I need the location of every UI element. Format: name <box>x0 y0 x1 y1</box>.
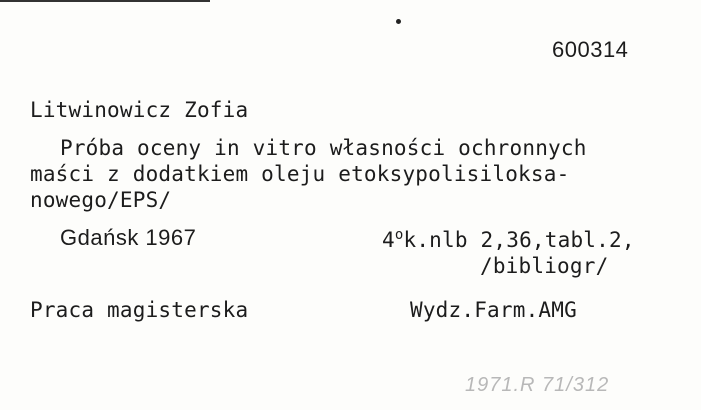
title-line-1: Próba oceny in vitro własności ochronnych <box>60 136 587 160</box>
inventory-stamp: 1971.R 71/312 <box>465 374 610 396</box>
format-superscript: o <box>394 227 404 243</box>
faculty: Wydz.Farm.AMG <box>410 298 577 322</box>
title-line-2: maści z dodatkiem oleju etoksypolisiloksa- <box>30 162 570 186</box>
author-name: Litwinowicz Zofia <box>30 98 249 122</box>
top-border-line <box>0 0 210 2</box>
place-year: Gdańsk 1967 <box>60 225 197 250</box>
title-line-3: nowego/EPS/ <box>30 188 172 212</box>
thesis-type: Praca magisterska <box>30 298 249 322</box>
format-prefix: 4 <box>382 228 395 252</box>
format-collation <box>382 228 635 252</box>
format-rest: k.nlb 2,36,tabl.2, <box>403 228 635 252</box>
bibliography-note: /bibliogr/ <box>480 254 609 278</box>
catalog-number: 600314 <box>552 37 629 62</box>
punch-dot <box>396 19 401 24</box>
